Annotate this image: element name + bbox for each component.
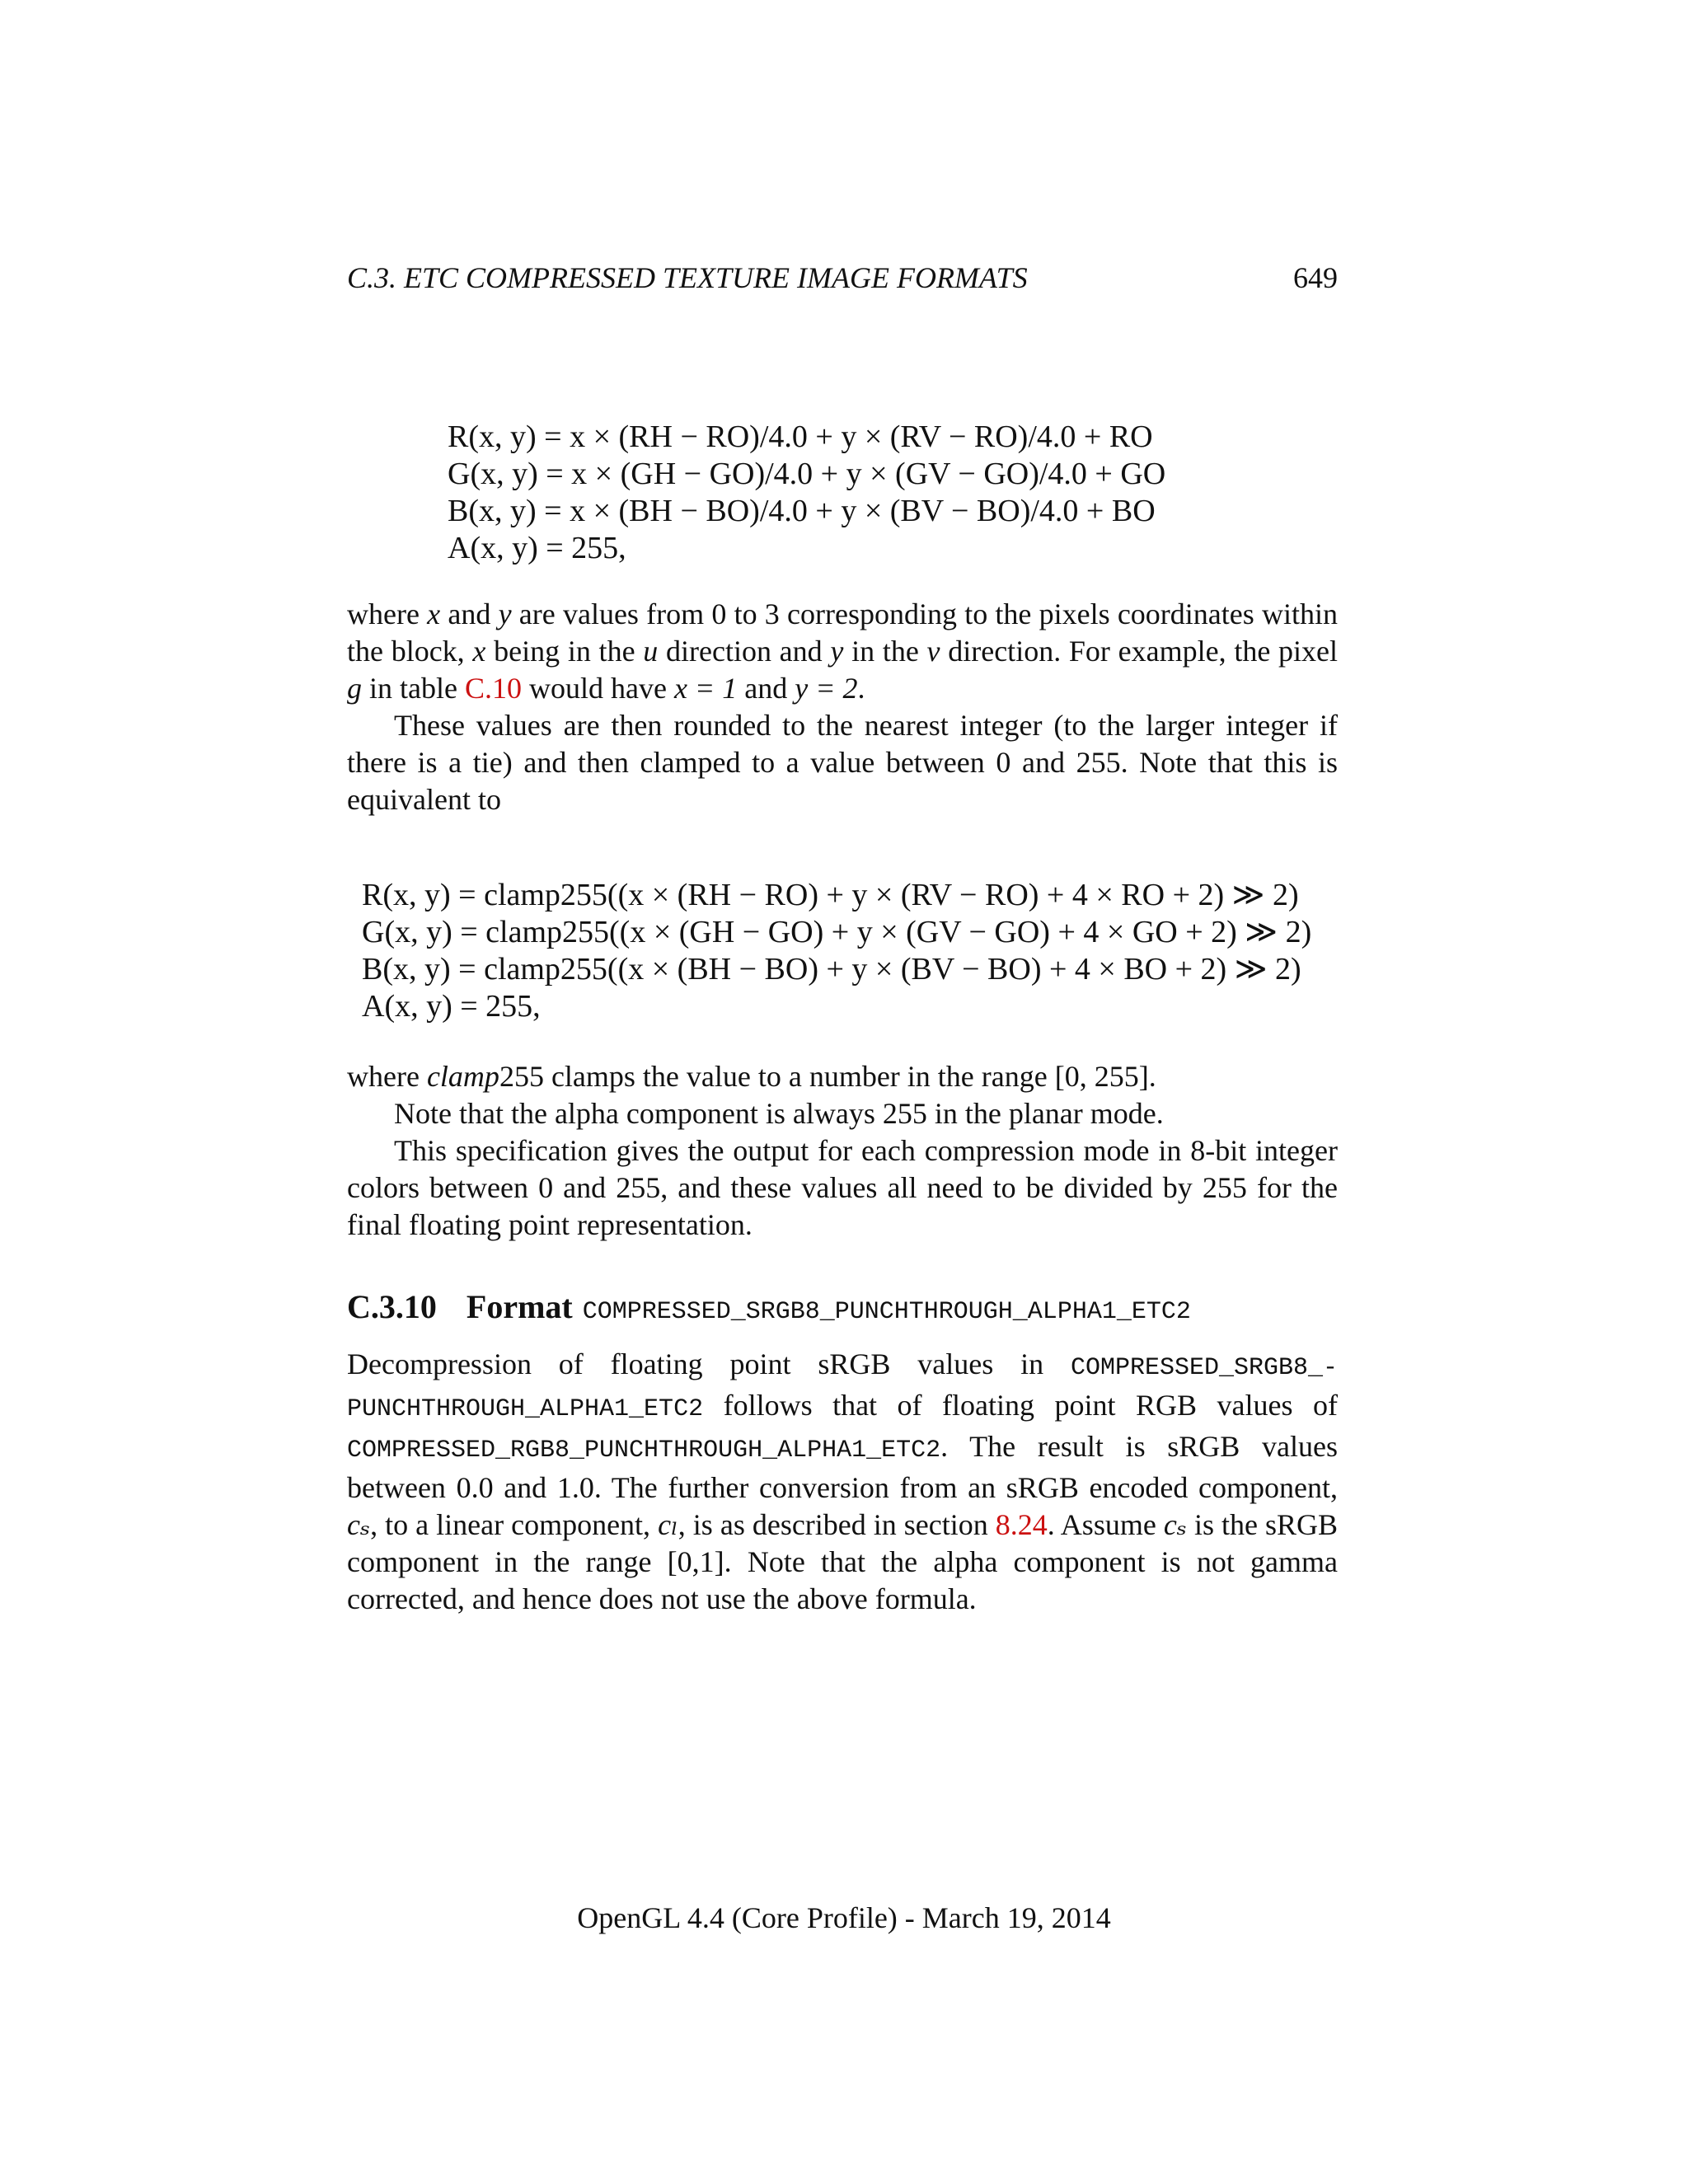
paragraph-alpha-note: Note that the alpha component is always 255 in the planar mode. [394,1097,1164,1130]
table-reference-link[interactable]: C.10 [464,672,522,705]
page-footer: OpenGL 4.4 (Core Profile) - March 19, 2014 [577,1901,1111,1934]
page-number: 649 [1293,261,1338,294]
paragraph-pixel-coordinates: where x and y are values from 0 to 3 corresponding to the pixels coordinates within the block, x being in the u direction and y in the v direction. For example, the pixel g in table C.10 would have x = 1 and y = 2. These values are then rounded to the nearest integer (to the larger integer if there is a tie) and then clamped to a value between 0 and 255. Note that this is equivalent to [347,596,1338,818]
equation-b-clamped: B(x, y) = clamp255((x × (BH − BO) + y × (BV − BO) + 4 × BO + 2) ≫ 2) [362,952,1301,987]
header-title: C.3. ETC COMPRESSED TEXTURE IMAGE FORMATS [347,261,1028,294]
paragraph-srgb-decompression: Decompression of floating point sRGB values in COMPRESSED_SRGB8_- PUNCHTHROUGH_ALPHA1_ETC2 follows that of floating point RGB values of COMPRESSED_RGB8_PUNCHTHROUGH_ALPHA1_ETC2. The result is sRGB values between 0.0 and 1.0. The further conversion from an sRGB encoded component, cₛ, to a linear component, cₗ, is as described in section 8.24. Assume cₛ is the sRGB component in the range [0,1]. Note that the alpha component is not gamma corrected, and hence does not use the above formula. [347,1347,1338,1615]
equation-b: B(x, y) = x × (BH − BO)/4.0 + y × (BV − BO)/4.0 + BO [448,494,1156,528]
section-reference-link[interactable]: 8.24 [995,1508,1048,1541]
equation-r: R(x, y) = x × (RH − RO)/4.0 + y × (RV − RO)/4.0 + RO [448,419,1153,454]
equation-block-clamped [362,877,1311,1025]
paragraph-clamp-group [347,1058,1338,1244]
equation-a-clamped: A(x, y) = 255, [362,989,541,1024]
section-code: COMPRESSED_SRGB8_PUNCHTHROUGH_ALPHA1_ETC2 [582,1298,1191,1326]
paragraph-rounding: These values are then rounded to the nearest integer (to the larger integer if there is a tie) and then clamped to a value between 0 and 255. Note that this is equivalent to [347,709,1338,816]
equation-g-clamped: G(x, y) = clamp255((x × (GH − GO) + y × (GV − GO) + 4 × GO + 2) ≫ 2) [362,915,1312,949]
paragraph-output-spec: This specification gives the output for each compression mode in 8-bit integer colors between 0 and 255, and these values all need to be divided by 255 for the final floating point representation. [347,1134,1338,1241]
equation-r-clamped: R(x, y) = clamp255((x × (RH − RO) + y × (RV − RO) + 4 × RO + 2) ≫ 2) [362,878,1299,912]
section-heading [347,1286,1338,1328]
equation-a: A(x, y) = 255, [448,531,626,565]
section-number: C.3.10 [347,1288,437,1325]
running-header [347,257,1338,298]
paragraph-clamp: where clamp255 clamps the value to a number in the range [0, 255]. [347,1060,1156,1093]
equation-block-linear [448,419,1165,567]
section-word: Format [466,1288,573,1325]
equation-g: G(x, y) = x × (GH − GO)/4.0 + y × (GV − GO)/4.0 + GO [448,457,1166,491]
